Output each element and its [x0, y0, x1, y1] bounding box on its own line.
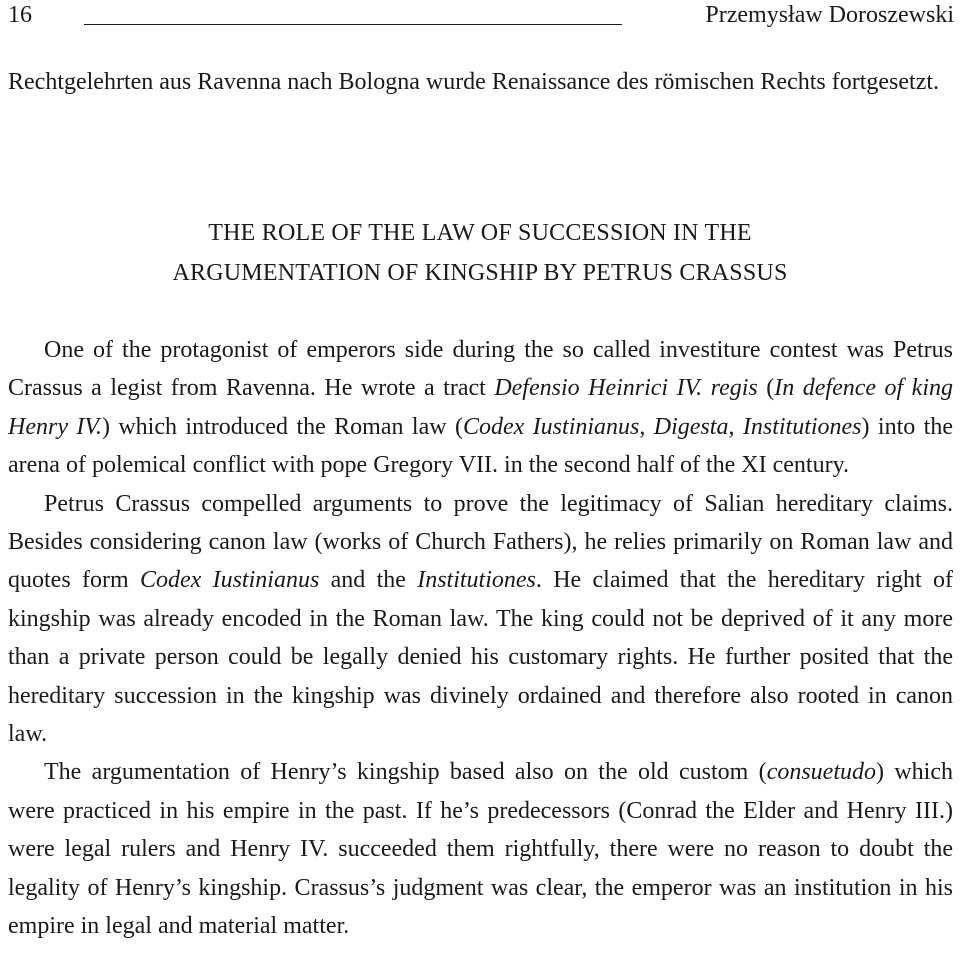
p1-text-5: , — [728, 413, 743, 440]
p1-text-2: ( — [757, 375, 775, 402]
p3-text-1: The argumentation of Henry’s kingship based also on the old custom ( — [44, 759, 767, 786]
running-header — [0, 0, 960, 34]
p1-institutiones: Institutiones — [742, 413, 862, 440]
p1-title-defence: In defence of king Henry IV. — [8, 375, 954, 440]
running-author: Przemysław Doroszewski — [705, 2, 954, 28]
p2-text-2: and the — [319, 567, 418, 594]
p1-text-3: ) which introduced the Roman law ( — [101, 413, 463, 440]
p2-text-3: . He claimed that the hereditary right of kingship was already encoded in the Roman law. The king could not be deprived of it any more than a private person could be legally denied his customary rights. He further posited that the hereditary succession in the kingship was divinely ordained and therefore also rooted in canon law. — [8, 567, 953, 748]
p1-text-4: , — [639, 413, 654, 440]
header-rule — [84, 24, 622, 25]
section-title — [0, 213, 960, 293]
paragraph-1 — [8, 331, 953, 485]
p1-title-defensio: Defensio Heinrici IV. regis — [494, 375, 758, 402]
p3-consuetudo: consuetudo — [766, 759, 876, 786]
section-title-line-2: ARGUMENTATION OF KINGSHIP BY PETRUS CRASSUS — [172, 260, 788, 286]
p2-codex: Codex Iustinianus — [139, 567, 320, 594]
intro-paragraph: Rechtgelehrten aus Ravenna nach Bologna wurde Renaissance des römischen Rechts fortgesetzt. — [8, 69, 940, 95]
p1-digesta: Digesta — [653, 413, 729, 440]
body-text — [8, 331, 953, 946]
paragraph-2 — [8, 485, 953, 754]
p2-institutiones: Institutiones — [417, 567, 536, 594]
p1-codex: Codex Iustinianus — [462, 413, 640, 440]
paragraph-3 — [8, 753, 953, 945]
p2-text-1: Petrus Crassus compelled arguments to prove the legitimacy of Salian hereditary claims. Besides considering canon law (works of Church Fathers), he relies primarily on Roman law and quotes form — [8, 490, 953, 594]
p3-text-2: ) which were practiced in his empire in the past. If he’s predecessors (Conrad the Elder and Henry III.) were legal rulers and Henry IV. succeeded them rightfully, there were no reason to doubt the legality of Henry’s kingship. Crassus’s judgment was clear, the emperor was an institution in his empire in legal and material matter. — [8, 759, 953, 940]
p1-text-6: ) into the arena of polemical conflict with pope Gregory VII. in the second half of the XI century. — [8, 413, 953, 479]
p1-text-1: One of the protagonist of emperors side during the so called investiture contest was Petrus Crassus a legist from Ravenna. He wrote a tract — [8, 337, 953, 402]
page-number: 16 — [8, 2, 32, 28]
section-title-line-1: THE ROLE OF THE LAW OF SUCCESSION IN THE — [208, 220, 752, 246]
